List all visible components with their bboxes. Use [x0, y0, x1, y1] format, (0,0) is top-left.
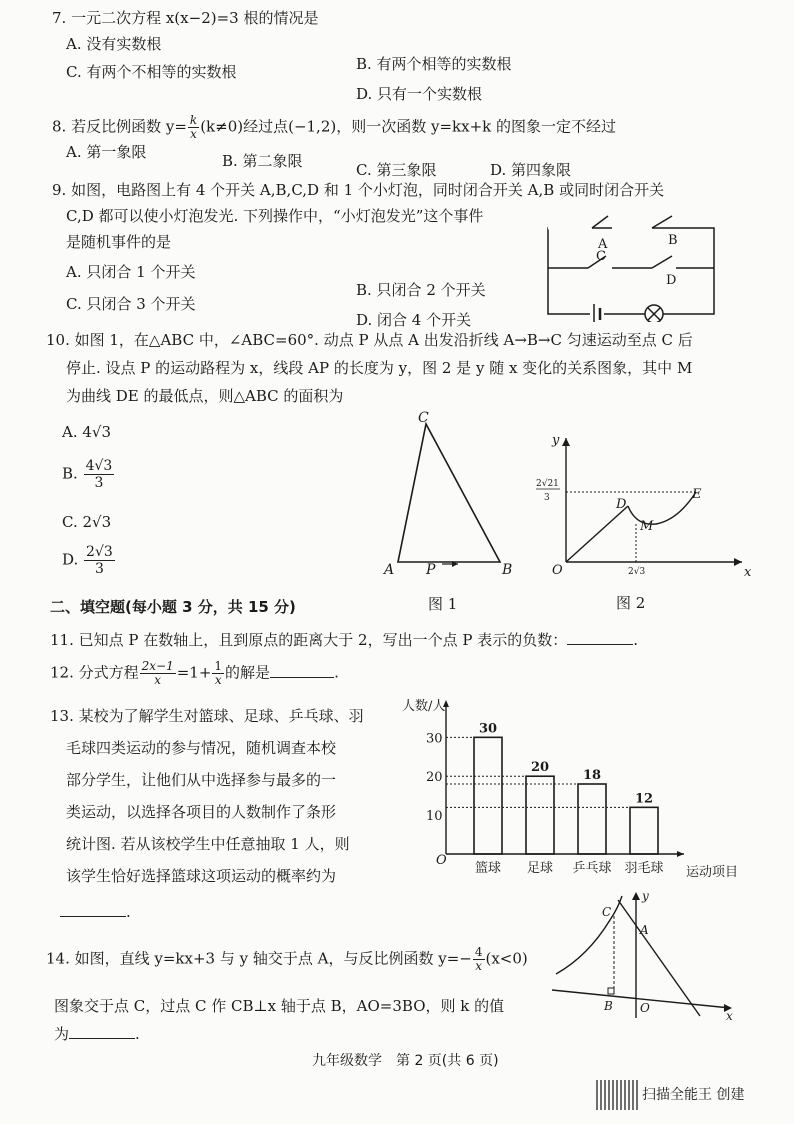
q8-option-c: C. 第三象限 [356, 161, 437, 179]
q7-option-b: B. 有两个相等的实数根 [356, 55, 512, 73]
q14-line3: 为 . [54, 1025, 140, 1043]
q10-line3: 为曲线 DE 的最低点，则△ABC 的面积为 [66, 387, 344, 405]
bar [578, 784, 606, 854]
q14-line1: 14. 如图，直线 y=kx+3 与 y 轴交于点 A，与反比例函数 y=− $\frac{4}{x}$ (x<0) [46, 945, 528, 973]
q10-option-c: C. 2√3 [62, 513, 112, 531]
q10-line1: 10. 如图 1，在△ABC 中，∠ABC=60°. 动点 P 从点 A 出发沿折线 A→B→C 匀速运动至点 C 后 [46, 331, 693, 349]
bar-value-label: 18 [582, 768, 602, 783]
q10-option-a: A. 4√3 [62, 423, 112, 441]
q8-option-b: B. 第二象限 [222, 152, 303, 170]
fig2-xtick: 2√3 [628, 567, 646, 577]
q14-fig-a: A [640, 923, 649, 937]
fig2-ytick-num: 2√21 [536, 479, 559, 489]
fig1-caption: 图 1 [428, 595, 458, 613]
q14-line2: 图象交于点 C，过点 C 作 CB⊥x 轴于点 B，AO=3BO，则 k 的值 [54, 997, 505, 1015]
figure2-graph [530, 430, 760, 616]
fig1-label-p: P [426, 562, 436, 578]
bar [526, 776, 554, 854]
q10-line2: 停止. 设点 P 的运动路程为 x，线段 AP 的长度为 y，图 2 是 y 随 x 变化的关系图象，其中 M [66, 359, 693, 377]
q8-stem: 8. 若反比例函数 y= $\frac{k}{x}$ (k≠0)经过点(−1,2)，则一次函数 y=kx+k 的图象一定不经过 [52, 113, 617, 141]
fig2-label-d: D [616, 497, 627, 512]
category-label: 羽毛球 [624, 861, 664, 876]
q10-option-d: D. $\frac{2√3}{3}$ [62, 544, 113, 577]
q9-line1: 9. 如图，电路图上有 4 个开关 A,B,C,D 和 1 个小灯泡，同时闭合开关 A,B 或同时闭合开关 [52, 181, 665, 199]
category-label: 篮球 [474, 861, 502, 876]
q7-option-d: D. 只有一个实数根 [356, 85, 483, 103]
fig2-caption: 图 2 [616, 594, 646, 612]
y-axis-label: 人数/人 [402, 699, 446, 714]
q8-option-d: D. 第四象限 [490, 161, 572, 179]
switch-d-label: D [666, 273, 677, 288]
bar [630, 807, 658, 854]
y-tick-label: 30 [426, 731, 443, 747]
bar [474, 737, 502, 854]
fig1-label-a: A [384, 562, 395, 578]
origin-label: O [436, 853, 447, 868]
q9-option-a: A. 只闭合 1 个开关 [66, 263, 196, 281]
x-axis-arrow [677, 851, 684, 857]
switch-a-label: A [598, 237, 608, 252]
scanner-watermark: 扫描全能王 创建 [642, 1087, 745, 1103]
q14-fig-y: y [642, 890, 649, 903]
q14-figure [548, 890, 738, 1022]
q9-option-b: B. 只闭合 2 个开关 [356, 281, 486, 299]
fig2-origin: O [552, 563, 563, 578]
q12-text: 12. 分式方程 $\frac{2x-1}{x}$ =1+ $\frac{1}{x}$ 的解是 . [50, 659, 339, 687]
fig2-ytick-den: 3 [544, 493, 550, 503]
q10-option-b: B. $\frac{4√3}{3}$ [62, 458, 113, 491]
section2-heading: 二、填空题(每小题 3 分，共 15 分) [50, 598, 296, 616]
fig2-label-e: E [692, 487, 702, 502]
q9-line3: 是随机事件的是 [66, 233, 172, 251]
x-axis-label: 运动项目 [686, 865, 739, 880]
q14-fig-c: C [602, 905, 612, 919]
q9-option-d: D. 闭合 4 个开关 [356, 311, 472, 329]
bar-chart [400, 692, 744, 882]
q7-stem: 7. 一元二次方程 x(x−2)=3 根的情况是 [52, 9, 319, 27]
circuit-diagram [542, 210, 722, 322]
q9-option-c: C. 只闭合 3 个开关 [66, 295, 196, 313]
fig1-label-b: B [502, 562, 513, 578]
fig2-y-label: y [552, 433, 560, 448]
bar-value-label: 30 [478, 721, 498, 737]
q7-option-a: A. 没有实数根 [66, 35, 162, 53]
q14-fig-x: x [726, 1009, 733, 1022]
q11-text: 11. 已知点 P 在数轴上，且到原点的距离大于 2，写出一个点 P 表示的负数： . [50, 631, 638, 649]
q9-line2: C,D 都可以使小灯泡发光. 下列操作中，“小灯泡发光”这个事件 [66, 207, 484, 225]
figure1-triangle [372, 404, 522, 616]
bar-value-label: 20 [530, 760, 550, 776]
y-tick-label: 20 [426, 770, 443, 786]
q8-option-a: A. 第一象限 [66, 143, 147, 161]
fig1-label-c: C [418, 410, 429, 426]
qr-code-icon [596, 1080, 638, 1110]
q7-option-c: C. 有两个不相等的实数根 [66, 63, 237, 81]
fig2-x-label: x [744, 565, 752, 580]
y-tick-label: 10 [426, 809, 443, 825]
category-label: 足球 [526, 861, 554, 876]
bar-value-label: 12 [634, 791, 654, 807]
switch-b-label: B [668, 233, 678, 248]
q14-fig-o: O [640, 1001, 650, 1015]
switch-c-label: C [596, 249, 606, 264]
fig2-label-m: M [640, 519, 654, 534]
q14-fig-b: B [604, 999, 613, 1013]
page-footer: 九年级数学 第 2 页(共 6 页) [312, 1053, 499, 1069]
category-label: 乒乓球 [572, 861, 612, 876]
